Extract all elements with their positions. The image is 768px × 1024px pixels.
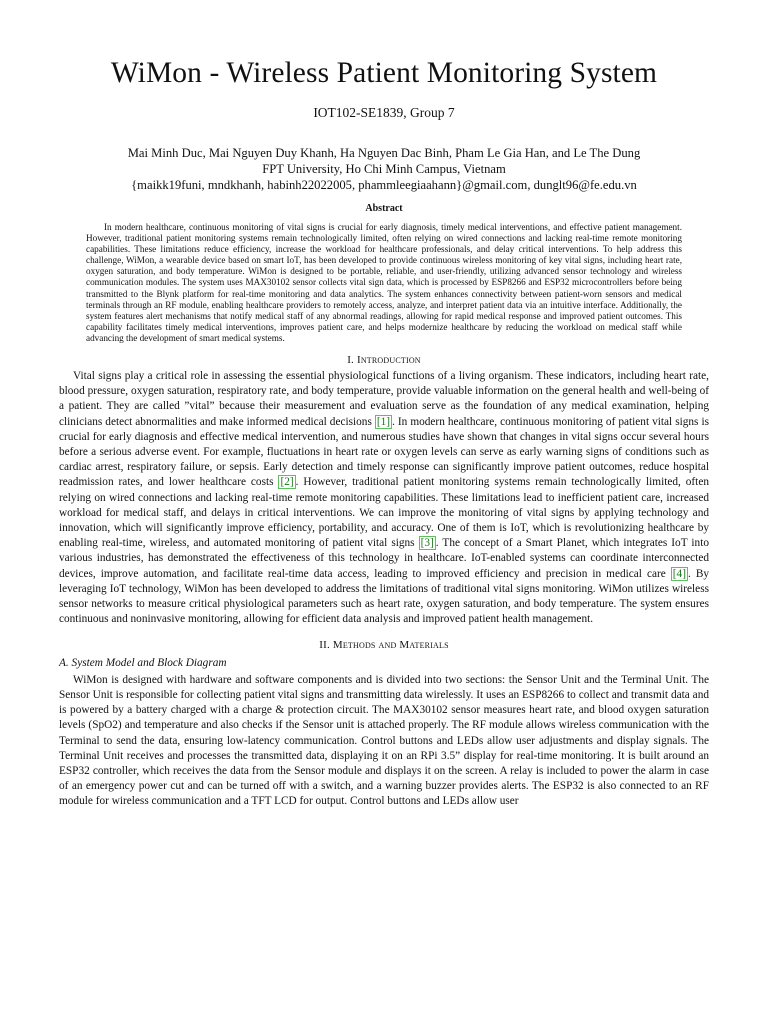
citation-link[interactable]: [2] (280, 476, 294, 489)
section-heading-methods: II. Methods and Materials (319, 638, 449, 651)
methods-paragraph: WiMon is designed with hardware and software components and is divided into two sections: the Sensor Unit and the Terminal Unit. The Sensor Unit is responsible for collecting patient vital signs and transmitting data wirelessly. It uses an ESP8266 to collect and transmit data and is powered by a battery charged with a charge & protection circuit. The MAX30102 sensor measures heart rate, and blood oxygen saturation levels (SpO2) and temperature and also checks if the Sensor unit is attached properly. The RF module allows wireless communication with the Terminal to send the data, ensuring low-latency communication. Control buttons and LEDs allow user adjustments and display signals. The Terminal Unit receives and processes the transmitted data, displaying it on an RPi 3.5” display for real-time monitoring. It is built around an ESP32 controller, which receives the data from the Sensor module and displays it on the screen. A relay is included to power the alarm in case of an emergency power cut and can be turned off with a switch, and a warning buzzer provides alerts. The ESP32 is also connected to an RF module for wireless communication and a TFT LCD for output. Control buttons and LEDs allow user (59, 673, 709, 808)
abstract-text: In modern healthcare, continuous monitoring of vital signs is crucial for early diagnosis, timely medical interventions, and effective patient management. However, traditional patient monitoring systems remain technologically limited, often relying on wired connections and lacking real-time remote monitoring capabilities. These limitations reduce efficiency, increase the workload for healthcare professionals, and delay critical interventions. To help address this challenge, WiMon, a wearable device based on smart IoT, has been developed to provide continuous wireless monitoring of key vital signs, including heart rate, oxygen saturation, and body temperature. WiMon is designed to be portable, reliable, and user-friendly, utilizing advanced sensor technology and wireless communication modules. The system uses MAX30102 sensor collects vital sign data, which is processed by ESP8266 and ESP32 microcontrollers before being transmitted to the Blynk platform for real-time monitoring and data analytics. The system enhances connectivity between patient-worn sensors and medical terminals through an RF module, enabling healthcare providers to remotely access, analyze, and interpret patient data via an intuitive interface. Additionally, the system features alert mechanisms that notify medical staff of any abnormal readings, allowing for rapid medical response and improved patient outcomes. This capability facilitates timely medical interventions, improves patient care, and helps modernize healthcare by reducing the workload on medical staff while advancing the development of smart medical systems. (86, 222, 682, 343)
course-group: IOT102-SE1839, Group 7 (313, 105, 455, 120)
citation-link[interactable]: [1] (376, 415, 391, 428)
introduction-paragraph (59, 369, 709, 627)
paper-title: WiMon - Wireless Patient Monitoring System (110, 57, 658, 89)
author-affiliation: FPT University, Ho Chi Minh Campus, Vietnam (262, 162, 506, 176)
citation-link[interactable]: [4] (672, 567, 686, 580)
intro-text-3: . However, traditional patient monitoring systems remain technologically limited, often relying on wired connections and lacking real-time remote monitoring capabilities. These limitations lead to inefficient patient care, increased workload for medical staff, and delays in critical interventions. We can improve the monitoring of vital signs by applying technology and innovation, which will significantly improve efficiency, portability, and accuracy. One of them is IoT, which is revolutionizing healthcare by enabling real-time, wireless, and automated monitoring of patient vital signs (59, 476, 709, 550)
author-block (59, 145, 709, 193)
author-names: Mai Minh Duc, Mai Nguyen Duy Khanh, Ha Nguyen Dac Binh, Pham Le Gia Han, and Le The Dung (127, 146, 641, 160)
citation-link[interactable]: [3] (420, 537, 434, 550)
section-heading-introduction: I. Introduction (347, 354, 421, 367)
intro-text-1: Vital signs play a critical role in assessing the essential physiological functions of a living organism. These indicators, including heart rate, blood pressure, oxygen saturation, respiratory rate, and body temperature, provide valuable information on the general health and well-being of a patient. They are called ”vital” because their measurement and evaluation serve as the foundation of any medical examination, helping clinicians detect abnormalities and make informed medical decisions (59, 370, 709, 428)
abstract-heading: Abstract (365, 203, 403, 214)
intro-text-5: . By leveraging IoT technology, WiMon has been developed to address the limitations of traditional vital signs monitoring. WiMon utilizes wireless sensor networks to measure critical physiological parameters such as heart rate, oxygen saturation, and body temperature. The system ensures continuous and noninvasive monitoring, allowing for efficient data analysis and improved patient health management. (59, 567, 709, 626)
subsection-heading-system-model: A. System Model and Block Diagram (59, 656, 227, 669)
intro-text-4: . The concept of a Smart Planet, which integrates IoT into various industries, has demonstrated the effectiveness of this technology in healthcare. IoT-enabled systems can coordinate interconnected devices, improve automation, and facilitate real-time data access, leading to improved efficiency and precision in medical care (59, 537, 709, 580)
intro-text-2: . In modern healthcare, continuous monitoring of patient vital signs is crucial for early diagnosis and effective medical intervention, and numerous studies have shown that changes in vital signs occur several hours before a serious adverse event. For example, fluctuations in heart rate or oxygen levels can serve as early warning signs of conditions such as cardiac arrest, respiratory failure, or sepsis. Early detection and timely response can significantly improve patient outcomes, reduce hospital readmission rates, and lower healthcare costs (59, 415, 709, 489)
author-emails: {maikk19funi, mndkhanh, habinh22022005, phammleegiaahann}@gmail.com, dunglt96@fe.edu.vn (131, 178, 637, 192)
